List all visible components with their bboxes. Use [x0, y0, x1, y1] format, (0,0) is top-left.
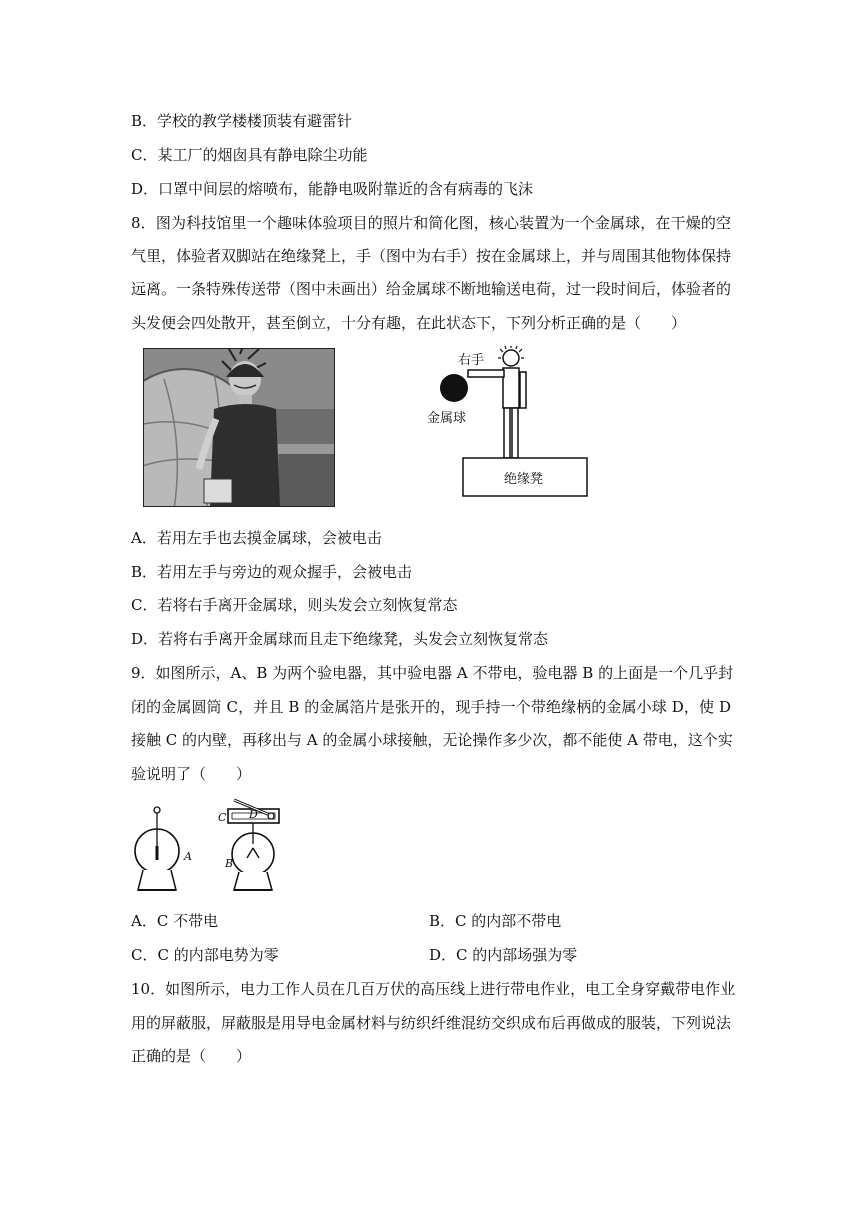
- metal-ball: [440, 374, 468, 402]
- q9-stem-line: 验说明了（ ）: [131, 765, 252, 783]
- label-c: C: [218, 811, 227, 824]
- q8-diagram: [410, 346, 590, 498]
- q7-option-d: D．口罩中间层的熔喷布，能静电吸附靠近的含有病毒的飞沫: [131, 180, 534, 198]
- label-b: B: [225, 857, 234, 870]
- q10-stem-line: 正确的是（ ）: [131, 1047, 252, 1065]
- q8-stem-line: 远离。一条特殊传送带（图中未画出）给金属球不断地输送电荷，过一段时间后，体验者的: [131, 280, 732, 298]
- electroscope-a: [135, 807, 192, 890]
- q8-stem-line: 8．图为科技馆里一个趣味体验项目的照片和简化图，核心装置为一个金属球，在干燥的空: [131, 214, 731, 232]
- right-hand-label: 右手: [458, 353, 485, 368]
- photo-scene: [144, 349, 334, 506]
- q9-option-c: C．C 的内部电势为零: [131, 946, 279, 964]
- q8-option-b: B．若用左手与旁边的观众握手，会被电击: [131, 563, 413, 581]
- q8-option-a: A．若用左手也去摸金属球，会被电击: [131, 529, 382, 547]
- q7-option-b: B．学校的教学楼楼顶装有避雷针: [131, 112, 353, 130]
- ball-d: [268, 813, 274, 819]
- electroscope-b: [218, 800, 279, 890]
- q9-stem-line: 接触 C 的内壁，再移出与 A 的金属小球接触，无论操作多少次，都不能使 A 带电，这个实: [131, 731, 733, 749]
- stool-label: 绝缘凳: [504, 472, 544, 487]
- q8-stem-line: 气里，体验者双脚站在绝缘凳上，手（图中为右手）按在金属球上，并与周围其他物体保持: [131, 247, 732, 265]
- q10-stem-line: 10．如图所示，电力工作人员在几百万伏的高压线上进行带电作业，电工全身穿戴带电作业: [131, 980, 736, 998]
- q8-stem-line: 头发便会四处散开，甚至倒立，十分有趣，在此状态下，下列分析正确的是（ ）: [131, 314, 687, 332]
- label-a: A: [184, 850, 192, 863]
- label-d: D: [249, 808, 258, 821]
- q9-option-a: A．C 不带电: [131, 912, 219, 930]
- q9-stem-line: 闭的金属圆筒 C，并且 B 的金属箔片是张开的，现手持一个带绝缘柄的金属小球 D，使 D: [131, 698, 731, 716]
- q8-option-c: C．若将右手离开金属球，则头发会立刻恢复常态: [131, 596, 458, 614]
- metal-ball-label: 金属球: [427, 411, 467, 426]
- head: [503, 350, 519, 366]
- q9-diagram: [130, 796, 290, 896]
- q10-stem-line: 用的屏蔽服，屏蔽服是用导电金属材料与纺织纤维混纺交织成布后再做成的服装，下列说法: [131, 1014, 732, 1032]
- q9-stem-line: 9．如图所示，A、B 为两个验电器，其中验电器 A 不带电，验电器 B 的上面是一个几乎封: [131, 664, 734, 682]
- q7-option-c: C．某工厂的烟囱具有静电除尘功能: [131, 146, 368, 164]
- q9-option-b: B．C 的内部不带电: [429, 912, 562, 930]
- q8-option-d: D．若将右手离开金属球而且走下绝缘凳，头发会立刻恢复常态: [131, 630, 549, 648]
- q8-photo: [143, 348, 335, 507]
- q9-option-d: D．C 的内部场强为零: [429, 946, 578, 964]
- right-arm: [468, 370, 504, 377]
